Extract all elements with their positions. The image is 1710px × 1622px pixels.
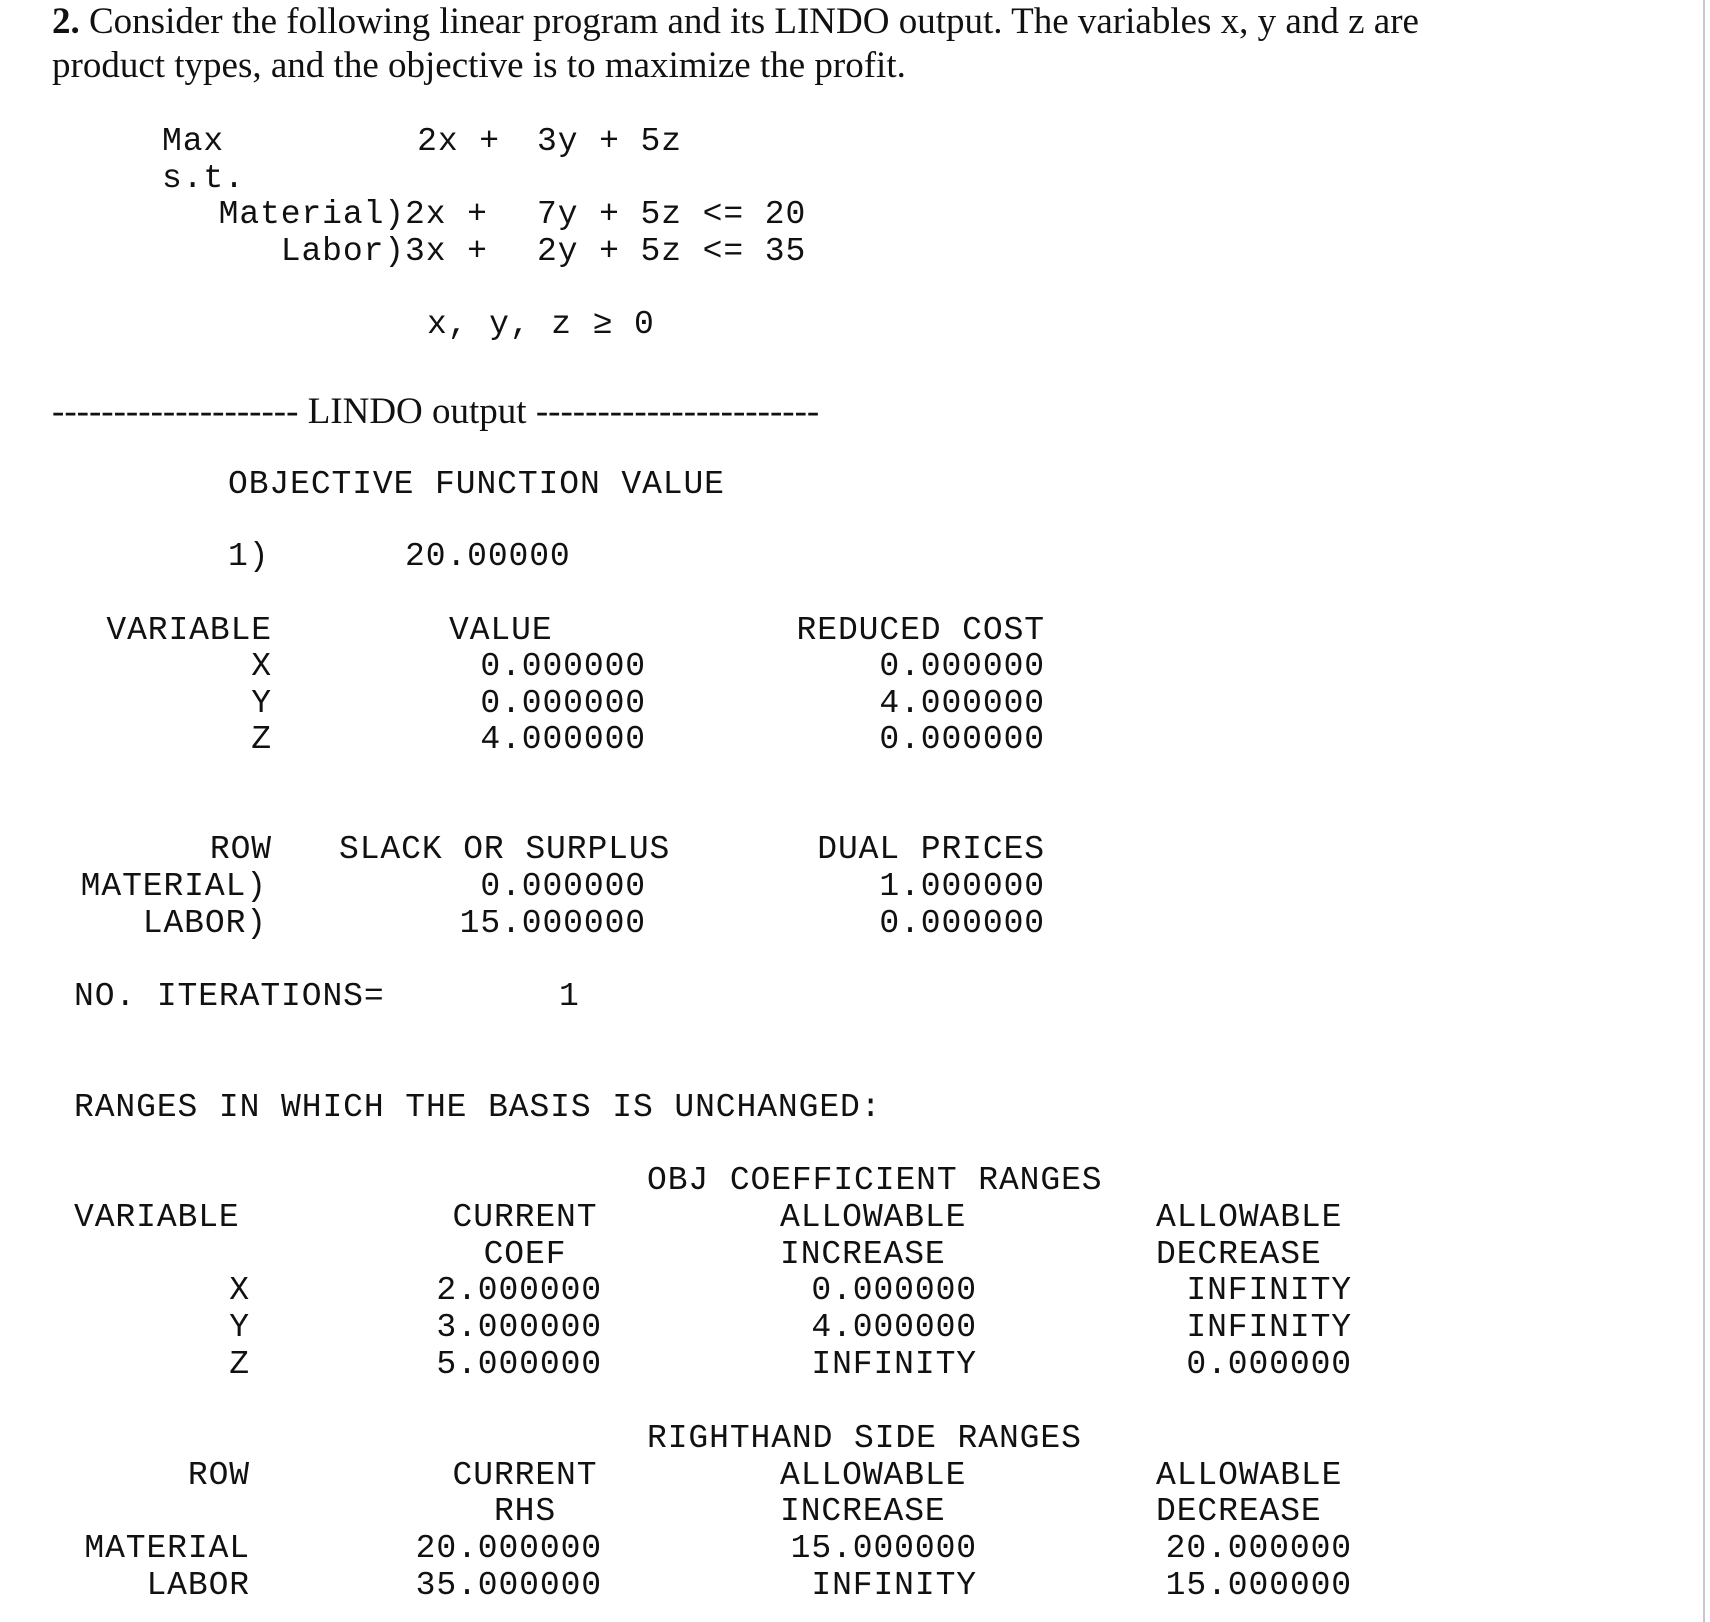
lindo-output-divider [52,390,819,434]
problem-text-line2: product types, and the objective is to maximize the profit. [52,45,906,86]
obj-range-decrease: INFINITY [1186,1309,1352,1346]
obj-current-column-subheader: COEF [483,1236,567,1273]
obj-range-variable: Z [229,1346,250,1383]
constraint-labor-x-term: 3x + [405,233,488,270]
objective-row-label: 1) [228,538,270,575]
rhs-current-column-header: CURRENT [452,1457,598,1494]
value-column-header: VALUE [449,612,553,649]
rhs-allowable-decrease-subheader: DECREASE [1156,1493,1322,1530]
obj-allowable-increase-subheader: INCREASE [780,1236,946,1273]
rhs-allowable-decrease-header: ALLOWABLE [1156,1457,1343,1494]
rhs-current-column-subheader: RHS [493,1493,557,1530]
obj-variable-column-header: VARIABLE [74,1199,240,1236]
variable-reduced-cost: 0.000000 [879,648,1045,685]
obj-allowable-decrease-header: ALLOWABLE [1156,1199,1343,1236]
constraint-labor-name: Labor) [280,233,405,270]
problem-number: 2. [52,1,80,42]
obj-range-variable: Y [229,1309,250,1346]
slack-or-surplus-column-header: SLACK OR SURPLUS [339,831,671,868]
row-name: MATERIAL) [80,868,267,905]
rhs-range-current: 20.000000 [415,1530,602,1567]
rhs-ranges-header: RIGHTHAND SIDE RANGES [647,1420,1082,1457]
rhs-row-column-header: ROW [187,1457,250,1494]
variable-name: X [251,648,272,685]
variable-value: 0.000000 [480,685,646,722]
obj-current-column-header: CURRENT [452,1199,598,1236]
variable-value: 4.000000 [480,721,646,758]
obj-range-increase: 0.000000 [811,1272,977,1309]
page-right-border [1703,0,1705,1622]
obj-range-variable: X [229,1272,250,1309]
ranges-header: RANGES IN WHICH THE BASIS IS UNCHANGED: [74,1089,882,1126]
rhs-range-row: MATERIAL [84,1530,250,1567]
rhs-allowable-increase-header: ALLOWABLE [780,1457,967,1494]
rhs-range-current: 35.000000 [415,1567,602,1604]
constraint-material-rest: 7y + 5z <= 20 [537,196,807,233]
iterations-label: NO. ITERATIONS= [74,978,385,1015]
obj-range-current: 3.000000 [436,1309,602,1346]
divider-label: LINDO output [298,391,536,432]
variable-name: Y [251,685,272,722]
rhs-range-decrease: 15.000000 [1165,1567,1352,1604]
row-dual-price: 0.000000 [879,905,1045,942]
obj-range-increase: 4.000000 [811,1309,977,1346]
max-label: Max [162,123,225,160]
obj-allowable-decrease-subheader: DECREASE [1156,1236,1322,1273]
divider-left-dashes: -------------------- [52,391,299,432]
obj-range-decrease: 0.000000 [1186,1346,1352,1383]
rhs-range-decrease: 20.000000 [1165,1530,1352,1567]
variable-reduced-cost: 0.000000 [879,721,1045,758]
row-slack: 0.000000 [480,868,646,905]
constraint-material-name: Material) [218,196,405,233]
obj-coefficient-ranges-header: OBJ COEFFICIENT RANGES [647,1162,1103,1199]
row-name: LABOR) [142,905,267,942]
objective-function-header: OBJECTIVE FUNCTION VALUE [228,466,725,503]
obj-range-current: 2.000000 [436,1272,602,1309]
dual-prices-column-header: DUAL PRICES [817,831,1045,868]
row-column-header: ROW [209,831,272,868]
iterations-value: 1 [559,978,580,1015]
rhs-range-increase: INFINITY [811,1567,977,1604]
reduced-cost-column-header: REDUCED COST [796,612,1045,649]
obj-range-increase: INFINITY [811,1346,977,1383]
divider-right-dashes: ----------------------- [535,391,820,432]
variable-value: 0.000000 [480,648,646,685]
rhs-range-increase: 15.000000 [790,1530,977,1567]
constraint-labor-rest: 2y + 5z <= 35 [537,233,807,270]
variable-name: Z [251,721,272,758]
obj-allowable-increase-header: ALLOWABLE [780,1199,967,1236]
variable-column-header: VARIABLE [106,612,272,649]
objective-yz-terms: 3y + 5z [537,123,682,160]
subject-to-label: s.t. [162,160,245,197]
nonnegativity-constraint: x, y, z ≥ 0 [427,306,655,343]
rhs-allowable-increase-subheader: INCREASE [780,1493,946,1530]
objective-value: 20.00000 [405,538,571,575]
row-slack: 15.000000 [459,905,646,942]
row-dual-price: 1.000000 [879,868,1045,905]
constraint-material-x-term: 2x + [405,196,488,233]
problem-text-line1: Consider the following linear program and its LINDO output. The variables x, y and z are [79,1,1419,42]
objective-x-term: 2x + [417,123,500,160]
problem-statement [52,0,1612,88]
rhs-range-row: LABOR [146,1567,250,1604]
obj-range-current: 5.000000 [436,1346,602,1383]
variable-reduced-cost: 4.000000 [879,685,1045,722]
obj-range-decrease: INFINITY [1186,1272,1352,1309]
